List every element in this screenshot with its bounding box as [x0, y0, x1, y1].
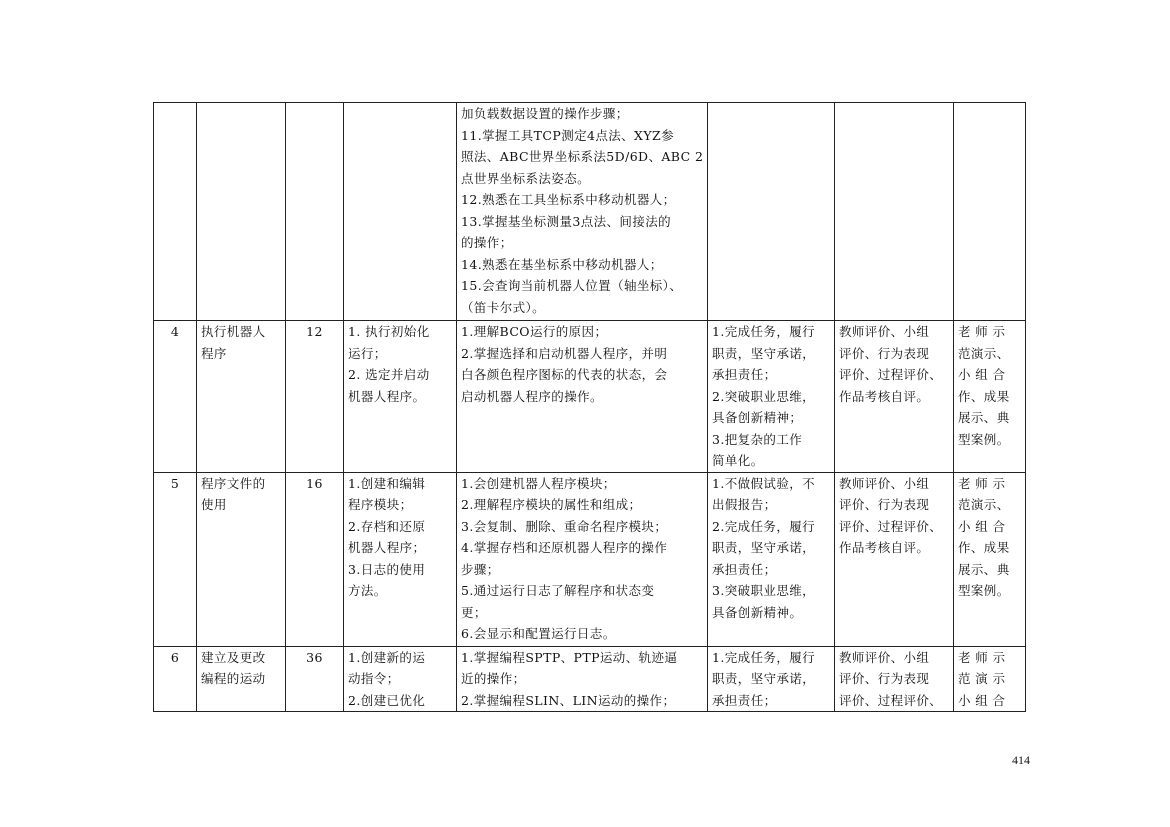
cell-text-line: 5.通过运行日志了解程序和状态变 — [461, 583, 655, 598]
seq-cell — [154, 472, 197, 646]
evaluation-cell — [835, 646, 954, 712]
cell-text-line: 老 师 示 — [958, 324, 1006, 339]
table-row — [154, 321, 1026, 473]
cell-text-line: 小 组 合 — [958, 367, 1006, 382]
row-number: 4 — [170, 324, 180, 339]
cell-text-line: 1.理解BCO运行的原因； — [461, 324, 608, 339]
module-name-cell — [197, 321, 286, 473]
cell-text-line: 加负载数据设置的操作步骤； — [461, 106, 629, 121]
learning-goal-cell — [344, 472, 457, 646]
cell-text-line: 范 演 示 — [958, 671, 1006, 686]
cell-text-line: 小 组 合 — [958, 692, 1006, 708]
cell-text-line: 范演示、 — [958, 497, 1010, 512]
cell-text-line: 运行； — [348, 345, 387, 361]
cell-text-line: 1.创建新的运 — [348, 649, 426, 665]
learning-content-cell — [457, 103, 708, 321]
cell-text-line: 步骤； — [461, 561, 500, 577]
cell-text-line: 3.会复制、删除、重命名程序模块； — [461, 518, 668, 534]
learning-goal-cell — [344, 103, 457, 321]
cell-text-line: 照法、ABC世界坐标系法5D/6D、ABC 2 — [461, 149, 704, 164]
cell-text-line: （笛卡尔式）。 — [461, 299, 546, 315]
cell-text-line: 方法。 — [348, 583, 387, 598]
learning-content-cell — [457, 472, 708, 646]
cell-text-line: 3.突破职业思维， — [712, 583, 816, 598]
module-name-cell — [197, 103, 286, 321]
cell-text-line: 11.掌握工具TCP测定4点法、XYZ参 — [461, 127, 674, 143]
cell-text-line: 展示、典 — [958, 561, 1010, 577]
cell-text-line: 1.不做假试验，不 — [712, 475, 816, 491]
cell-text-line: 4.掌握存档和还原机器人程序的操作 — [461, 540, 668, 555]
quality-goal-cell — [708, 646, 835, 712]
cell-text-line: 3.日志的使用 — [348, 561, 426, 577]
cell-text-line: 白各颜色程序图标的代表的状态，会 — [461, 367, 668, 382]
cell-text-line: 老 师 示 — [958, 475, 1006, 491]
cell-text-line: 1.完成任务，履行 — [712, 324, 816, 339]
cell-text-line: 15.会查询当前机器人位置（轴坐标）、 — [461, 278, 683, 293]
cell-text-line: 13.掌握基坐标测量3点法、间接法的 — [461, 213, 672, 229]
learning-goal-cell — [344, 321, 457, 473]
cell-text-line: 2.突破职业思维， — [712, 388, 816, 404]
cell-text-line: 更； — [461, 604, 487, 620]
cell-text-line: 程序 — [201, 345, 227, 361]
cell-text-line: 承担责任； — [712, 692, 777, 708]
cell-text-line: 2. 选定并启动 — [348, 367, 430, 382]
teaching-method-cell — [954, 103, 1026, 321]
page-number: 414 — [1012, 753, 1030, 767]
teaching-method-cell — [954, 646, 1026, 712]
cell-text-line: 编程的运动 — [201, 671, 266, 686]
cell-text-line: 机器人程序。 — [348, 388, 426, 404]
class-hours: 16 — [306, 475, 323, 491]
cell-text-line: 范演示、 — [958, 345, 1010, 361]
learning-goal-cell — [344, 646, 457, 712]
cell-text-line: 1.完成任务，履行 — [712, 649, 816, 665]
cell-text-line: 出假报告； — [712, 497, 777, 512]
cell-text-line: 程序模块； — [348, 497, 413, 512]
cell-text-line: 程序文件的 — [201, 475, 266, 491]
cell-text-line: 机器人程序； — [348, 540, 426, 555]
seq-cell — [154, 103, 197, 321]
table-row — [154, 472, 1026, 646]
cell-text-line: 2.掌握编程SLIN、LIN运动的操作； — [461, 692, 676, 708]
row-number: 6 — [170, 649, 180, 665]
evaluation-cell — [835, 103, 954, 321]
cell-text-line: 启动机器人程序的操作。 — [461, 388, 603, 404]
cell-text-line: 1.掌握编程SPTP、PTP运动、轨迹逼 — [461, 649, 678, 665]
cell-text-line: 1.会创建机器人程序模块； — [461, 475, 616, 491]
seq-cell — [154, 321, 197, 473]
cell-text-line: 建立及更改 — [201, 649, 266, 665]
module-name-cell — [197, 646, 286, 712]
cell-text-line: 2.掌握选择和启动机器人程序，并明 — [461, 345, 668, 361]
hours-cell — [286, 646, 344, 712]
cell-text-line: 职责，坚守承诺， — [712, 540, 816, 555]
teaching-method-cell — [954, 321, 1026, 473]
hours-cell — [286, 321, 344, 473]
table-row — [154, 103, 1026, 321]
cell-text-line: 型案例。 — [958, 583, 1010, 598]
cell-text-line: 承担责任； — [712, 561, 777, 577]
cell-text-line: 2.理解程序模块的属性和组成； — [461, 497, 642, 512]
cell-text-line: 评价、行为表现 — [839, 671, 930, 686]
cell-text-line: 教师评价、小组 — [839, 649, 930, 665]
cell-text-line: 评价、行为表现 — [839, 345, 930, 361]
cell-text-line: 1. 执行初始化 — [348, 324, 430, 339]
cell-text-line: 具备创新精神； — [712, 410, 803, 425]
row-number: 5 — [170, 475, 180, 491]
cell-text-line: 2.完成任务，履行 — [712, 518, 816, 534]
cell-text-line: 使用 — [201, 497, 227, 512]
hours-cell — [286, 472, 344, 646]
class-hours: 12 — [306, 324, 323, 339]
cell-text-line: 教师评价、小组 — [839, 475, 930, 491]
cell-text-line: 型案例。 — [958, 431, 1010, 447]
cell-text-line: 具备创新精神。 — [712, 604, 803, 620]
cell-text-line: 3.把复杂的工作 — [712, 431, 803, 447]
cell-text-line: 展示、典 — [958, 410, 1010, 425]
cell-text-line: 职责，坚守承诺， — [712, 671, 816, 686]
cell-text-line: 6.会显示和配置运行日志。 — [461, 626, 616, 641]
evaluation-cell — [835, 321, 954, 473]
class-hours: 36 — [306, 649, 323, 665]
cell-text-line: 2.创建已优化 — [348, 692, 426, 708]
cell-text-line: 职责，坚守承诺， — [712, 345, 816, 361]
seq-cell — [154, 646, 197, 712]
cell-text-line: 2.存档和还原 — [348, 518, 426, 534]
learning-content-cell — [457, 321, 708, 473]
cell-text-line: 作品考核自评。 — [839, 540, 930, 555]
quality-goal-cell — [708, 321, 835, 473]
module-name-cell — [197, 472, 286, 646]
cell-text-line: 执行机器人 — [201, 324, 266, 339]
cell-text-line: 作、成果 — [958, 388, 1010, 404]
cell-text-line: 1.创建和编辑 — [348, 475, 426, 491]
evaluation-cell — [835, 472, 954, 646]
cell-text-line: 作、成果 — [958, 540, 1010, 555]
cell-text-line: 老 师 示 — [958, 649, 1006, 665]
cell-text-line: 作品考核自评。 — [839, 388, 930, 404]
cell-text-line: 小 组 合 — [958, 518, 1006, 534]
quality-goal-cell — [708, 103, 835, 321]
learning-content-cell — [457, 646, 708, 712]
cell-text-line: 评价、行为表现 — [839, 497, 930, 512]
cell-text-line: 评价、过程评价、 — [839, 518, 943, 534]
cell-text-line: 12.熟悉在工具坐标系中移动机器人； — [461, 192, 676, 207]
hours-cell — [286, 103, 344, 321]
cell-text-line: 承担责任； — [712, 367, 777, 382]
cell-text-line: 动指令； — [348, 671, 400, 686]
teaching-method-cell — [954, 472, 1026, 646]
table-row — [154, 646, 1026, 712]
cell-text-line: 简单化。 — [712, 453, 764, 468]
cell-text-line: 教师评价、小组 — [839, 324, 930, 339]
cell-text-line: 点世界坐标系法姿态。 — [461, 170, 591, 186]
cell-text-line: 近的操作； — [461, 671, 526, 686]
curriculum-table — [153, 102, 1026, 712]
cell-text-line: 评价、过程评价、 — [839, 692, 943, 708]
cell-text-line: 的操作； — [461, 235, 513, 250]
cell-text-line: 评价、过程评价、 — [839, 367, 943, 382]
quality-goal-cell — [708, 472, 835, 646]
cell-text-line: 14.熟悉在基坐标系中移动机器人； — [461, 256, 663, 272]
